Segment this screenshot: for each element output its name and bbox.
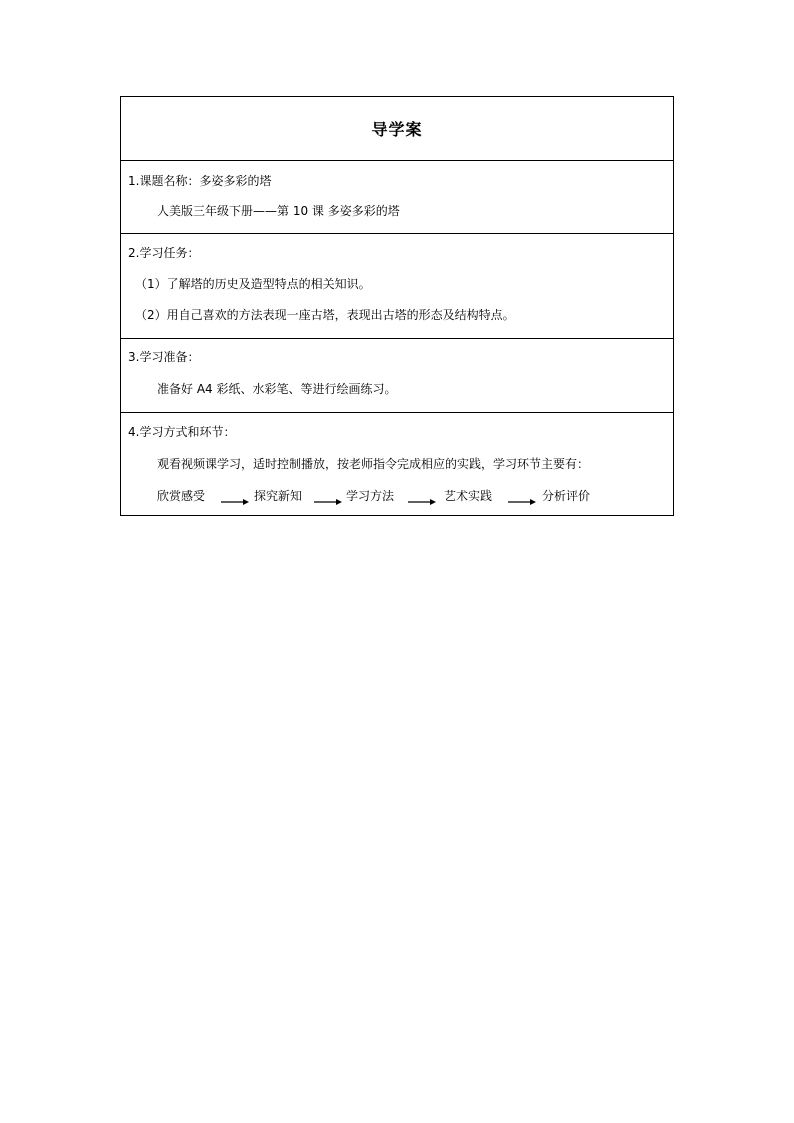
preparation-detail: 准备好 A4 彩纸、水彩笔、等进行绘画练习。	[157, 382, 397, 396]
flow-step: 欣赏感受	[157, 489, 206, 503]
right-arrow-icon	[508, 497, 536, 507]
section-method	[121, 412, 673, 515]
method-detail: 观看视频课学习，适时控制播放，按老师指令完成相应的实践，学习环节主要有：	[157, 457, 590, 471]
method-heading: 4.学习方式和环节：	[128, 425, 236, 439]
flow-step: 分析评价	[542, 489, 591, 503]
task-item: （1）了解塔的历史及造型特点的相关知识。	[135, 277, 371, 291]
section-topic	[121, 160, 673, 233]
right-arrow-icon	[221, 497, 249, 507]
section-tasks	[121, 233, 673, 338]
preparation-heading: 3.学习准备：	[128, 350, 200, 364]
tasks-heading: 2.学习任务：	[128, 246, 200, 260]
study-guide-table	[120, 96, 674, 516]
task-item: （2）用自己喜欢的方法表现一座古塔，表现出古塔的形态及结构特点。	[135, 308, 515, 322]
topic-heading: 1.课题名称：多姿多彩的塔	[128, 174, 272, 188]
flow-step: 探究新知	[254, 489, 303, 503]
title-row	[121, 97, 673, 160]
learning-steps-flow	[157, 489, 657, 511]
flow-step: 学习方法	[346, 489, 395, 503]
right-arrow-icon	[314, 497, 342, 507]
topic-detail: 人美版三年级下册——第 10 课 多姿多彩的塔	[157, 204, 400, 218]
section-preparation	[121, 338, 673, 412]
document-title: 导学案	[371, 120, 423, 139]
right-arrow-icon	[408, 497, 436, 507]
flow-step: 艺术实践	[444, 489, 493, 503]
